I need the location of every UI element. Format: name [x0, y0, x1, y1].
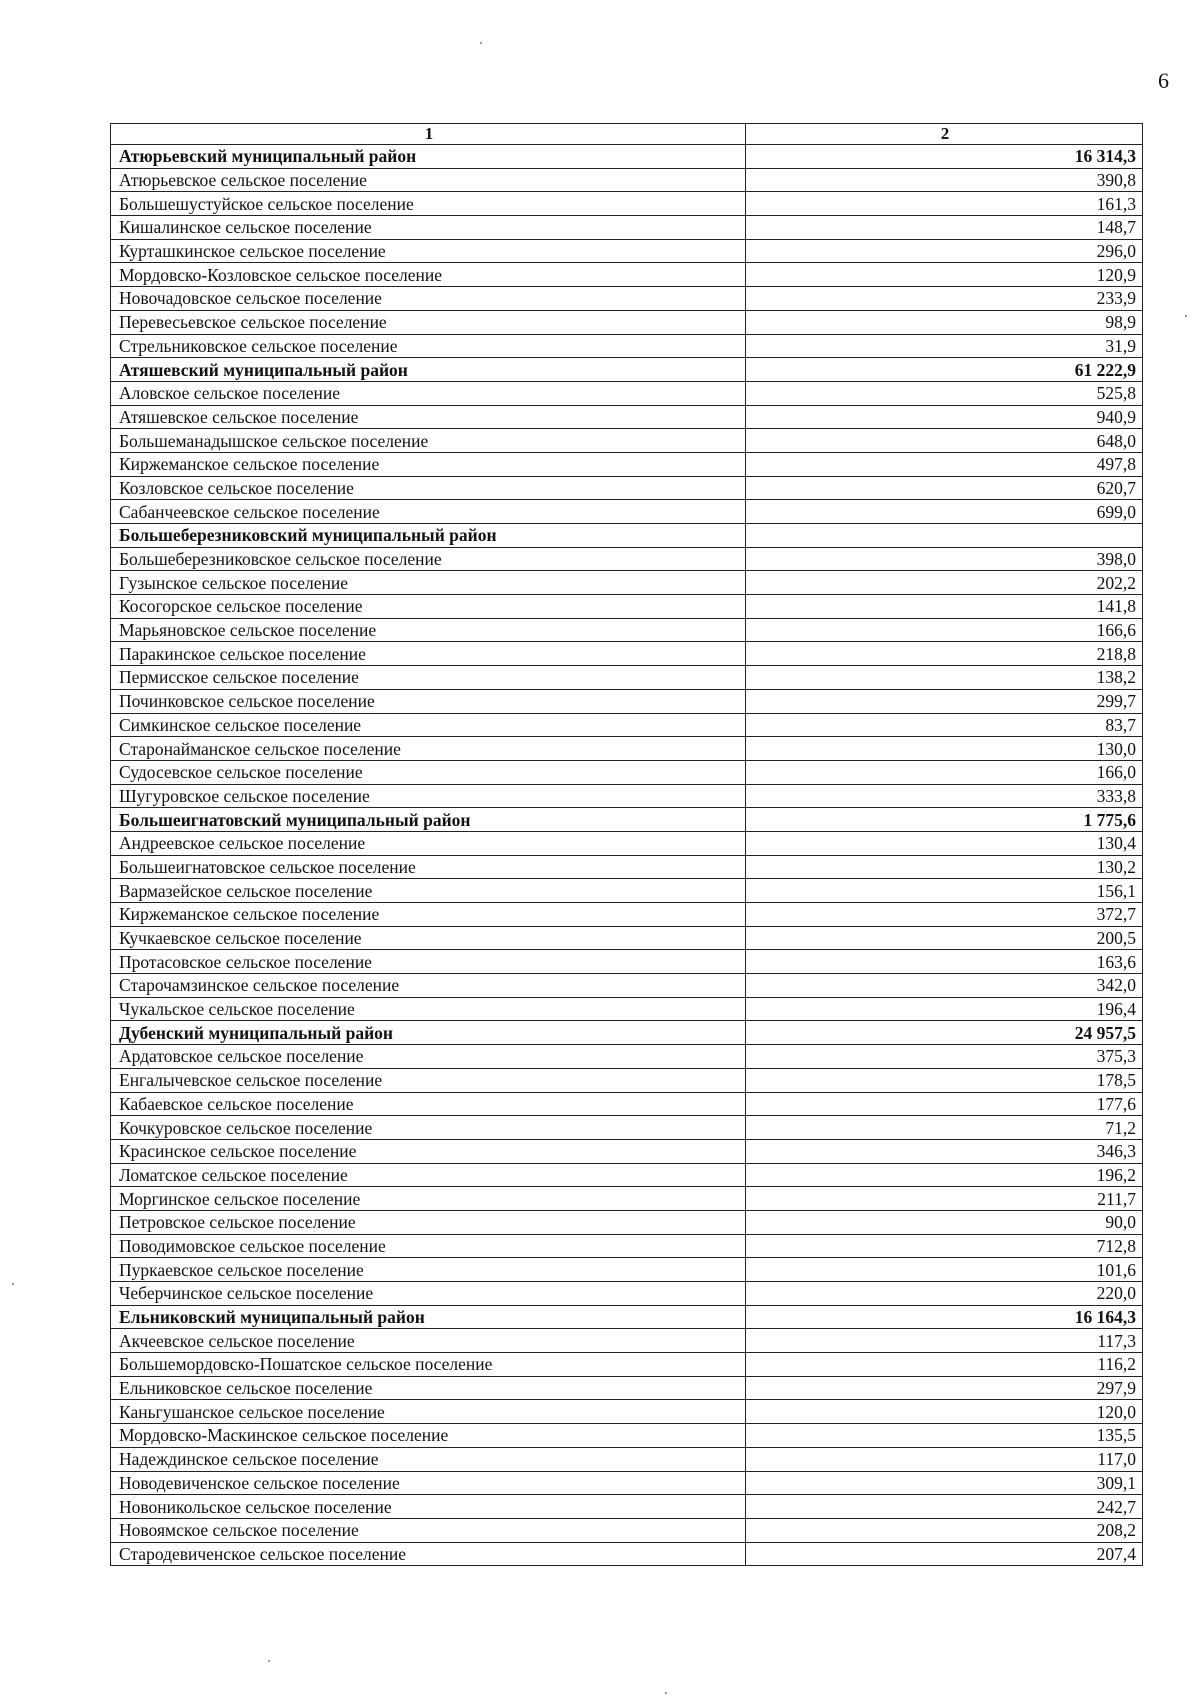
settlement-row — [111, 879, 1143, 903]
settlement-value: 116,2 — [746, 1353, 1143, 1377]
settlement-name: Мордовско-Маскинское сельское поселение — [111, 1424, 746, 1448]
settlement-row — [111, 1139, 1143, 1163]
settlement-value: 208,2 — [746, 1518, 1143, 1542]
district-name: Большеигнатовский муниципальный район — [111, 808, 746, 832]
settlement-value: 242,7 — [746, 1495, 1143, 1519]
settlement-value: 178,5 — [746, 1068, 1143, 1092]
settlement-value: 156,1 — [746, 879, 1143, 903]
settlement-name: Большешустуйское сельское поселение — [111, 192, 746, 216]
district-value — [746, 524, 1143, 548]
settlement-name: Паракинское сельское поселение — [111, 642, 746, 666]
settlement-row — [111, 997, 1143, 1021]
settlement-row — [111, 1210, 1143, 1234]
settlement-row — [111, 500, 1143, 524]
settlement-value: 177,6 — [746, 1092, 1143, 1116]
settlement-name: Ардатовское сельское поселение — [111, 1045, 746, 1069]
settlement-name: Новочадовское сельское поселение — [111, 287, 746, 311]
settlement-row — [111, 950, 1143, 974]
settlement-name: Большемордовско-Пошатское сельское поселение — [111, 1353, 746, 1377]
settlement-name: Новодевиченское сельское поселение — [111, 1471, 746, 1495]
column-header-2: 2 — [746, 124, 1143, 145]
settlement-value: 141,8 — [746, 595, 1143, 619]
settlement-row — [111, 1400, 1143, 1424]
settlement-value: 130,0 — [746, 737, 1143, 761]
settlement-row — [111, 903, 1143, 927]
settlement-name: Кабаевское сельское поселение — [111, 1092, 746, 1116]
scan-speck — [268, 1660, 270, 1662]
settlement-name: Косогорское сельское поселение — [111, 595, 746, 619]
settlement-value: 497,8 — [746, 452, 1143, 476]
settlement-value: 130,2 — [746, 855, 1143, 879]
settlement-row — [111, 381, 1143, 405]
settlement-name: Новоникольское сельское поселение — [111, 1495, 746, 1519]
settlement-value: 211,7 — [746, 1187, 1143, 1211]
settlement-name: Сабанчеевское сельское поселение — [111, 500, 746, 524]
settlement-value: 166,0 — [746, 760, 1143, 784]
settlement-row — [111, 476, 1143, 500]
settlement-name: Большеберезниковское сельское поселение — [111, 547, 746, 571]
settlement-name: Каньгушанское сельское поселение — [111, 1400, 746, 1424]
settlement-value: 196,2 — [746, 1163, 1143, 1187]
settlement-row — [111, 926, 1143, 950]
settlement-name: Атюрьевское сельское поселение — [111, 168, 746, 192]
settlement-row — [111, 974, 1143, 998]
settlement-name: Ельниковское сельское поселение — [111, 1376, 746, 1400]
settlement-value: 148,7 — [746, 216, 1143, 240]
settlement-row — [111, 784, 1143, 808]
settlement-name: Кочкуровское сельское поселение — [111, 1116, 746, 1140]
settlement-value: 712,8 — [746, 1234, 1143, 1258]
settlement-value: 138,2 — [746, 666, 1143, 690]
settlement-row — [111, 1424, 1143, 1448]
settlement-value: 101,6 — [746, 1258, 1143, 1282]
settlement-value: 161,3 — [746, 192, 1143, 216]
district-row — [111, 524, 1143, 548]
settlement-value: 309,1 — [746, 1471, 1143, 1495]
settlement-row — [111, 263, 1143, 287]
settlement-name: Кишалинское сельское поселение — [111, 216, 746, 240]
budget-table — [110, 123, 1143, 1566]
district-value: 1 775,6 — [746, 808, 1143, 832]
settlement-row — [111, 1329, 1143, 1353]
page-number: 6 — [1158, 68, 1169, 93]
settlement-row — [111, 310, 1143, 334]
settlement-value: 525,8 — [746, 381, 1143, 405]
settlement-value: 940,9 — [746, 405, 1143, 429]
settlement-name: Стародевиченское сельское поселение — [111, 1542, 746, 1566]
settlement-name: Большеманадышское сельское поселение — [111, 429, 746, 453]
settlement-name: Протасовское сельское поселение — [111, 950, 746, 974]
settlement-row — [111, 192, 1143, 216]
settlement-row — [111, 595, 1143, 619]
settlement-name: Поводимовское сельское поселение — [111, 1234, 746, 1258]
settlement-row — [111, 1518, 1143, 1542]
settlement-row — [111, 239, 1143, 263]
settlement-name: Стрельниковское сельское поселение — [111, 334, 746, 358]
settlement-name: Чеберчинское сельское поселение — [111, 1282, 746, 1306]
settlement-value: 342,0 — [746, 974, 1143, 998]
settlement-name: Мордовско-Козловское сельское поселение — [111, 263, 746, 287]
settlement-value: 120,9 — [746, 263, 1143, 287]
district-value: 16 164,3 — [746, 1305, 1143, 1329]
settlement-name: Симкинское сельское поселение — [111, 713, 746, 737]
settlement-row — [111, 666, 1143, 690]
settlement-row — [111, 1045, 1143, 1069]
settlement-row — [111, 1234, 1143, 1258]
settlement-value: 375,3 — [746, 1045, 1143, 1069]
settlement-value: 120,0 — [746, 1400, 1143, 1424]
settlement-row — [111, 1092, 1143, 1116]
district-row — [111, 145, 1143, 169]
district-row — [111, 1021, 1143, 1045]
settlement-value: 117,3 — [746, 1329, 1143, 1353]
settlement-value: 166,6 — [746, 618, 1143, 642]
settlement-name: Новоямское сельское поселение — [111, 1518, 746, 1542]
district-value: 61 222,9 — [746, 358, 1143, 382]
settlement-row — [111, 1163, 1143, 1187]
settlement-row — [111, 1542, 1143, 1566]
settlement-name: Атяшевское сельское поселение — [111, 405, 746, 429]
settlement-value: 372,7 — [746, 903, 1143, 927]
settlement-value: 207,4 — [746, 1542, 1143, 1566]
settlement-value: 233,9 — [746, 287, 1143, 311]
settlement-row — [111, 1495, 1143, 1519]
settlement-name: Марьяновское сельское поселение — [111, 618, 746, 642]
settlement-name: Аловское сельское поселение — [111, 381, 746, 405]
settlement-name: Судосевское сельское поселение — [111, 760, 746, 784]
table-body — [111, 124, 1143, 1566]
district-row — [111, 1305, 1143, 1329]
settlement-row — [111, 737, 1143, 761]
settlement-row — [111, 405, 1143, 429]
settlement-row — [111, 1447, 1143, 1471]
district-name: Большеберезниковский муниципальный район — [111, 524, 746, 548]
settlement-row — [111, 855, 1143, 879]
settlement-name: Большеигнатовское сельское поселение — [111, 855, 746, 879]
settlement-value: 130,4 — [746, 831, 1143, 855]
settlement-value: 31,9 — [746, 334, 1143, 358]
district-name: Атяшевский муниципальный район — [111, 358, 746, 382]
scan-speck — [1185, 315, 1187, 317]
settlement-name: Красинское сельское поселение — [111, 1139, 746, 1163]
settlement-name: Ломатское сельское поселение — [111, 1163, 746, 1187]
settlement-name: Пуркаевское сельское поселение — [111, 1258, 746, 1282]
settlement-name: Гузынское сельское поселение — [111, 571, 746, 595]
settlement-value: 333,8 — [746, 784, 1143, 808]
settlement-value: 390,8 — [746, 168, 1143, 192]
settlement-name: Пермисское сельское поселение — [111, 666, 746, 690]
settlement-value: 297,9 — [746, 1376, 1143, 1400]
settlement-value: 620,7 — [746, 476, 1143, 500]
settlement-value: 648,0 — [746, 429, 1143, 453]
district-name: Атюрьевский муниципальный район — [111, 145, 746, 169]
settlement-value: 83,7 — [746, 713, 1143, 737]
scan-speck — [665, 1692, 667, 1694]
settlement-row — [111, 831, 1143, 855]
settlement-value: 163,6 — [746, 950, 1143, 974]
district-name: Ельниковский муниципальный район — [111, 1305, 746, 1329]
settlement-row — [111, 334, 1143, 358]
settlement-name: Починковское сельское поселение — [111, 689, 746, 713]
settlement-value: 699,0 — [746, 500, 1143, 524]
settlement-row — [111, 642, 1143, 666]
settlement-name: Моргинское сельское поселение — [111, 1187, 746, 1211]
settlement-name: Киржеманское сельское поселение — [111, 452, 746, 476]
settlement-value: 398,0 — [746, 547, 1143, 571]
settlement-row — [111, 1187, 1143, 1211]
settlement-value: 196,4 — [746, 997, 1143, 1021]
settlement-name: Козловское сельское поселение — [111, 476, 746, 500]
settlement-value: 296,0 — [746, 239, 1143, 263]
settlement-value: 202,2 — [746, 571, 1143, 595]
settlement-row — [111, 1471, 1143, 1495]
settlement-value: 90,0 — [746, 1210, 1143, 1234]
settlement-name: Акчеевское сельское поселение — [111, 1329, 746, 1353]
settlement-row — [111, 216, 1143, 240]
settlement-name: Надеждинское сельское поселение — [111, 1447, 746, 1471]
district-value: 24 957,5 — [746, 1021, 1143, 1045]
settlement-value: 98,9 — [746, 310, 1143, 334]
settlement-value: 135,5 — [746, 1424, 1143, 1448]
settlement-row — [111, 168, 1143, 192]
settlement-row — [111, 1282, 1143, 1306]
settlement-name: Старочамзинское сельское поселение — [111, 974, 746, 998]
settlement-name: Чукальское сельское поселение — [111, 997, 746, 1021]
settlement-row — [111, 571, 1143, 595]
settlement-row — [111, 287, 1143, 311]
scan-speck — [12, 1283, 14, 1285]
settlement-row — [111, 1116, 1143, 1140]
settlement-row — [111, 1068, 1143, 1092]
settlement-row — [111, 618, 1143, 642]
settlement-row — [111, 1353, 1143, 1377]
settlement-row — [111, 689, 1143, 713]
settlement-name: Петровское сельское поселение — [111, 1210, 746, 1234]
settlement-row — [111, 547, 1143, 571]
district-row — [111, 358, 1143, 382]
settlement-value: 299,7 — [746, 689, 1143, 713]
settlement-value: 346,3 — [746, 1139, 1143, 1163]
settlement-name: Вармазейское сельское поселение — [111, 879, 746, 903]
column-header-1: 1 — [111, 124, 746, 145]
settlement-row — [111, 1258, 1143, 1282]
table-header-row — [111, 124, 1143, 145]
settlement-name: Перевесьевское сельское поселение — [111, 310, 746, 334]
settlement-name: Шугуровское сельское поселение — [111, 784, 746, 808]
settlement-name: Енгалычевское сельское поселение — [111, 1068, 746, 1092]
district-row — [111, 808, 1143, 832]
settlement-name: Кучкаевское сельское поселение — [111, 926, 746, 950]
settlement-row — [111, 1376, 1143, 1400]
settlement-value: 218,8 — [746, 642, 1143, 666]
district-name: Дубенский муниципальный район — [111, 1021, 746, 1045]
settlement-row — [111, 713, 1143, 737]
settlement-value: 200,5 — [746, 926, 1143, 950]
settlement-name: Андреевское сельское поселение — [111, 831, 746, 855]
settlement-name: Киржеманское сельское поселение — [111, 903, 746, 927]
district-value: 16 314,3 — [746, 145, 1143, 169]
settlement-value: 117,0 — [746, 1447, 1143, 1471]
settlement-row — [111, 452, 1143, 476]
settlement-name: Курташкинское сельское поселение — [111, 239, 746, 263]
settlement-row — [111, 760, 1143, 784]
scan-speck — [480, 42, 482, 44]
settlement-name: Старонайманское сельское поселение — [111, 737, 746, 761]
settlement-row — [111, 429, 1143, 453]
settlement-value: 220,0 — [746, 1282, 1143, 1306]
settlement-value: 71,2 — [746, 1116, 1143, 1140]
